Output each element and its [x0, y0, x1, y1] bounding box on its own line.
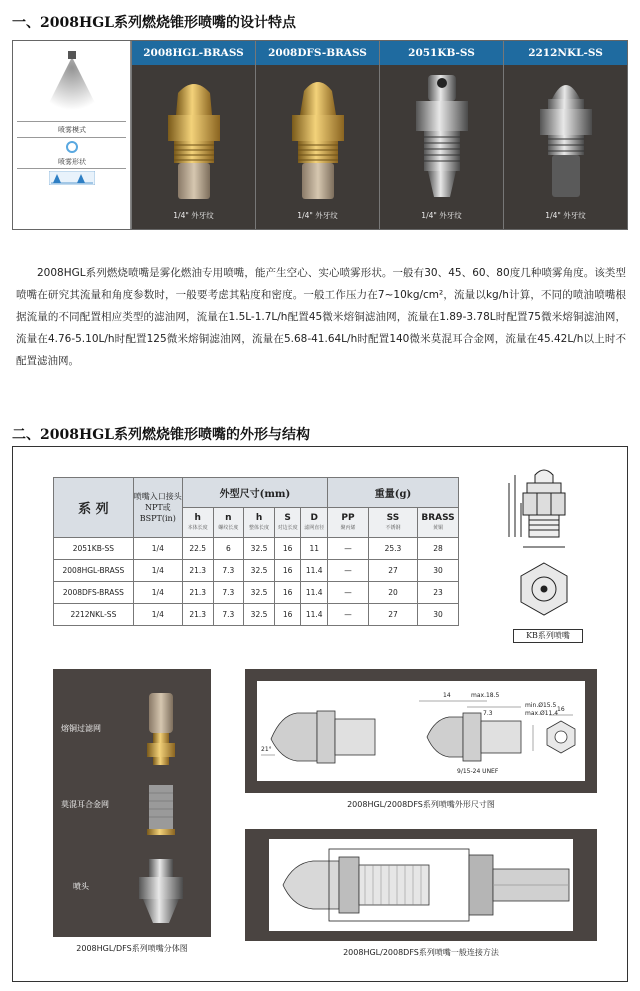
- cell-brass: 23: [418, 582, 459, 604]
- dimension-drawing-canvas: [257, 681, 585, 781]
- dim-label-14: 14: [443, 692, 451, 699]
- product-name: 2051KB-SS: [380, 41, 503, 65]
- cell-brass: 28: [418, 538, 459, 560]
- dimension-outline-icon: [257, 681, 585, 781]
- connection-section-icon: [269, 839, 573, 931]
- cell-ss: 25.3: [368, 538, 417, 560]
- cell-pp: —: [328, 560, 369, 582]
- connection-caption: 2008HGL/2008DFS系列喷嘴一般连接方法: [343, 948, 499, 957]
- cell-ss: 27: [368, 560, 417, 582]
- spec-table: [53, 477, 459, 626]
- dim-label-7-3: 7.3: [483, 710, 493, 717]
- cell-h1: 21.3: [182, 582, 213, 604]
- sub-header-desc: 螺纹长度: [218, 524, 239, 531]
- table-row: [54, 582, 459, 604]
- cell-n: 7.3: [213, 560, 244, 582]
- cell-d: 11.4: [301, 604, 328, 626]
- cell-conn: 1/4: [133, 538, 182, 560]
- cell-d: 11.4: [301, 560, 328, 582]
- spray-mode-label: 喷雾模式: [58, 126, 86, 134]
- cell-pp: —: [328, 582, 369, 604]
- exploded-parts-panel: [53, 669, 211, 937]
- product-card-kb: [379, 41, 503, 229]
- product-strip: [12, 40, 628, 230]
- dimension-drawing-panel: [245, 669, 597, 793]
- sub-header-symbol: SS: [386, 512, 400, 523]
- series-header: 系 列: [54, 478, 134, 538]
- sub-header-symbol: S: [284, 512, 291, 523]
- cell-h1: 22.5: [182, 538, 213, 560]
- sub-header-symbol: PP: [341, 512, 355, 523]
- dim-label-thread: 9/15-24 UNEF: [457, 768, 499, 775]
- cell-series: 2212NKL-SS: [54, 604, 134, 626]
- cell-h1: 21.3: [182, 604, 213, 626]
- filter-copper-label: 熔铜过滤网: [61, 724, 101, 733]
- brass-nozzle-icon: [278, 71, 358, 203]
- product-name: 2008HGL-BRASS: [132, 41, 255, 65]
- dim-label-max-11-4: max.Ø11.4: [525, 710, 559, 717]
- spray-shape-label: 喷雾形状: [58, 158, 86, 166]
- cell-s: 16: [274, 604, 301, 626]
- cell-h2: 32.5: [244, 604, 275, 626]
- cell-h2: 32.5: [244, 538, 275, 560]
- spray-legend: [13, 41, 131, 229]
- cell-series: 2008HGL-BRASS: [54, 560, 134, 582]
- dimension-drawing-caption: 2008HGL/2008DFS系列喷嘴外形尺寸图: [347, 800, 495, 809]
- table-row: [54, 604, 459, 626]
- sub-header-desc: 本体长度: [187, 524, 208, 531]
- cell-brass: 30: [418, 560, 459, 582]
- dim-label-16: 16: [557, 706, 565, 713]
- product-caption: 1/4" 外牙纹: [297, 211, 338, 220]
- connection-panel: [245, 829, 597, 941]
- dimensions-header: 外型尺寸(mm): [182, 478, 327, 508]
- cell-series: 2051KB-SS: [54, 538, 134, 560]
- sub-header-symbol: n: [225, 512, 232, 523]
- nozzle-head-label: 喷头: [73, 882, 89, 891]
- monel-mesh-label: 莫混耳合金网: [61, 800, 109, 809]
- product-name: 2008DFS-BRASS: [256, 41, 379, 65]
- cell-s: 16: [274, 538, 301, 560]
- table-row: [54, 538, 459, 560]
- cell-pp: —: [328, 538, 369, 560]
- cell-series: 2008DFS-BRASS: [54, 582, 134, 604]
- sub-header-desc: 对边长度: [277, 524, 298, 531]
- product-card-dfs: [255, 41, 379, 229]
- brass-nozzle-icon: [154, 71, 234, 203]
- product-caption: 1/4" 外牙纹: [421, 211, 462, 220]
- cell-brass: 30: [418, 604, 459, 626]
- product-caption: 1/4" 外牙纹: [545, 211, 586, 220]
- sub-header-desc: 整体长度: [249, 524, 270, 531]
- connection-header: 喷嘴入口接头NPT或BSPT(in): [133, 478, 182, 538]
- sub-header-desc: 不锈钢: [385, 524, 401, 531]
- cell-pp: —: [328, 604, 369, 626]
- description-paragraph: 2008HGL系列燃烧喷嘴是雾化燃油专用喷嘴，能产生空心、实心喷雾形状。一般有30、45、60、80度几种喷雾角度。该类型喷嘴在研究其流量和角度参数时，一般要考虑其粘度和密度。一般工作压力在7~10kg/cm²，流量以kg/h计算，不同的喷油喷嘴根据流量的不同配置相应类型的滤油网，流量在1.5L-1.7L/h配置45微米熔铜滤油网，流量在1.89-3.78L时配置75微米熔铜滤油网，流量在4.76-5.10L/h时配置125微米熔铜滤油网，流量在5.68-41.64L/h时配置140微米莫混耳合金网，流量在45.42L/h以上时不配置滤油网。: [16, 267, 626, 367]
- cell-n: 6: [213, 538, 244, 560]
- product-caption: 1/4" 外牙纹: [173, 211, 214, 220]
- exploded-parts-icon: [131, 689, 191, 929]
- kb-drawing-label: KB系列喷嘴: [513, 629, 583, 643]
- exploded-parts-caption: 2008HGL/DFS系列喷嘴分体图: [76, 944, 188, 953]
- product-card-hgl: [131, 41, 255, 229]
- cell-ss: 20: [368, 582, 417, 604]
- sub-header-desc: 黄铜: [432, 524, 443, 531]
- steel-nozzle-icon: [526, 71, 606, 203]
- cell-n: 7.3: [213, 582, 244, 604]
- dim-label-angle: 21°: [261, 746, 272, 753]
- sub-header-desc: 滤网直径: [304, 524, 325, 531]
- section1-title: 一、2008HGL系列燃烧锥形喷嘴的设计特点: [12, 15, 296, 31]
- weight-header: 重量(g): [328, 478, 459, 508]
- cell-conn: 1/4: [133, 604, 182, 626]
- cell-h2: 32.5: [244, 582, 275, 604]
- cell-h1: 21.3: [182, 560, 213, 582]
- product-card-nkl: [503, 41, 627, 229]
- cell-h2: 32.5: [244, 560, 275, 582]
- section2-title: 二、2008HGL系列燃烧锥形喷嘴的外形与结构: [12, 427, 310, 443]
- sub-header-symbol: h: [255, 512, 263, 523]
- spray-cone-icon: [41, 51, 103, 113]
- cell-s: 16: [274, 560, 301, 582]
- cell-conn: 1/4: [133, 560, 182, 582]
- cell-d: 11: [301, 538, 328, 560]
- connection-drawing-canvas: [269, 839, 573, 931]
- sub-header-symbol: h: [194, 512, 201, 523]
- dim-label-max-18-5: max.18.5: [471, 692, 500, 699]
- sub-header-desc: 聚丙烯: [340, 524, 356, 531]
- distribution-pattern-icon: [49, 171, 95, 185]
- cell-ss: 27: [368, 604, 417, 626]
- kb-technical-drawing: [489, 463, 599, 643]
- sub-header-symbol: BRASS: [421, 512, 455, 523]
- steel-nozzle-icon: [402, 71, 482, 203]
- sub-header-symbol: D: [310, 512, 318, 523]
- structure-frame: [12, 446, 628, 982]
- ring-pattern-icon: [66, 141, 78, 153]
- table-row: [54, 560, 459, 582]
- cell-d: 11.4: [301, 582, 328, 604]
- cell-s: 16: [274, 582, 301, 604]
- cell-conn: 1/4: [133, 582, 182, 604]
- dim-label-min-15-5: min.Ø15.5: [525, 702, 557, 709]
- product-name: 2212NKL-SS: [504, 41, 627, 65]
- cell-n: 7.3: [213, 604, 244, 626]
